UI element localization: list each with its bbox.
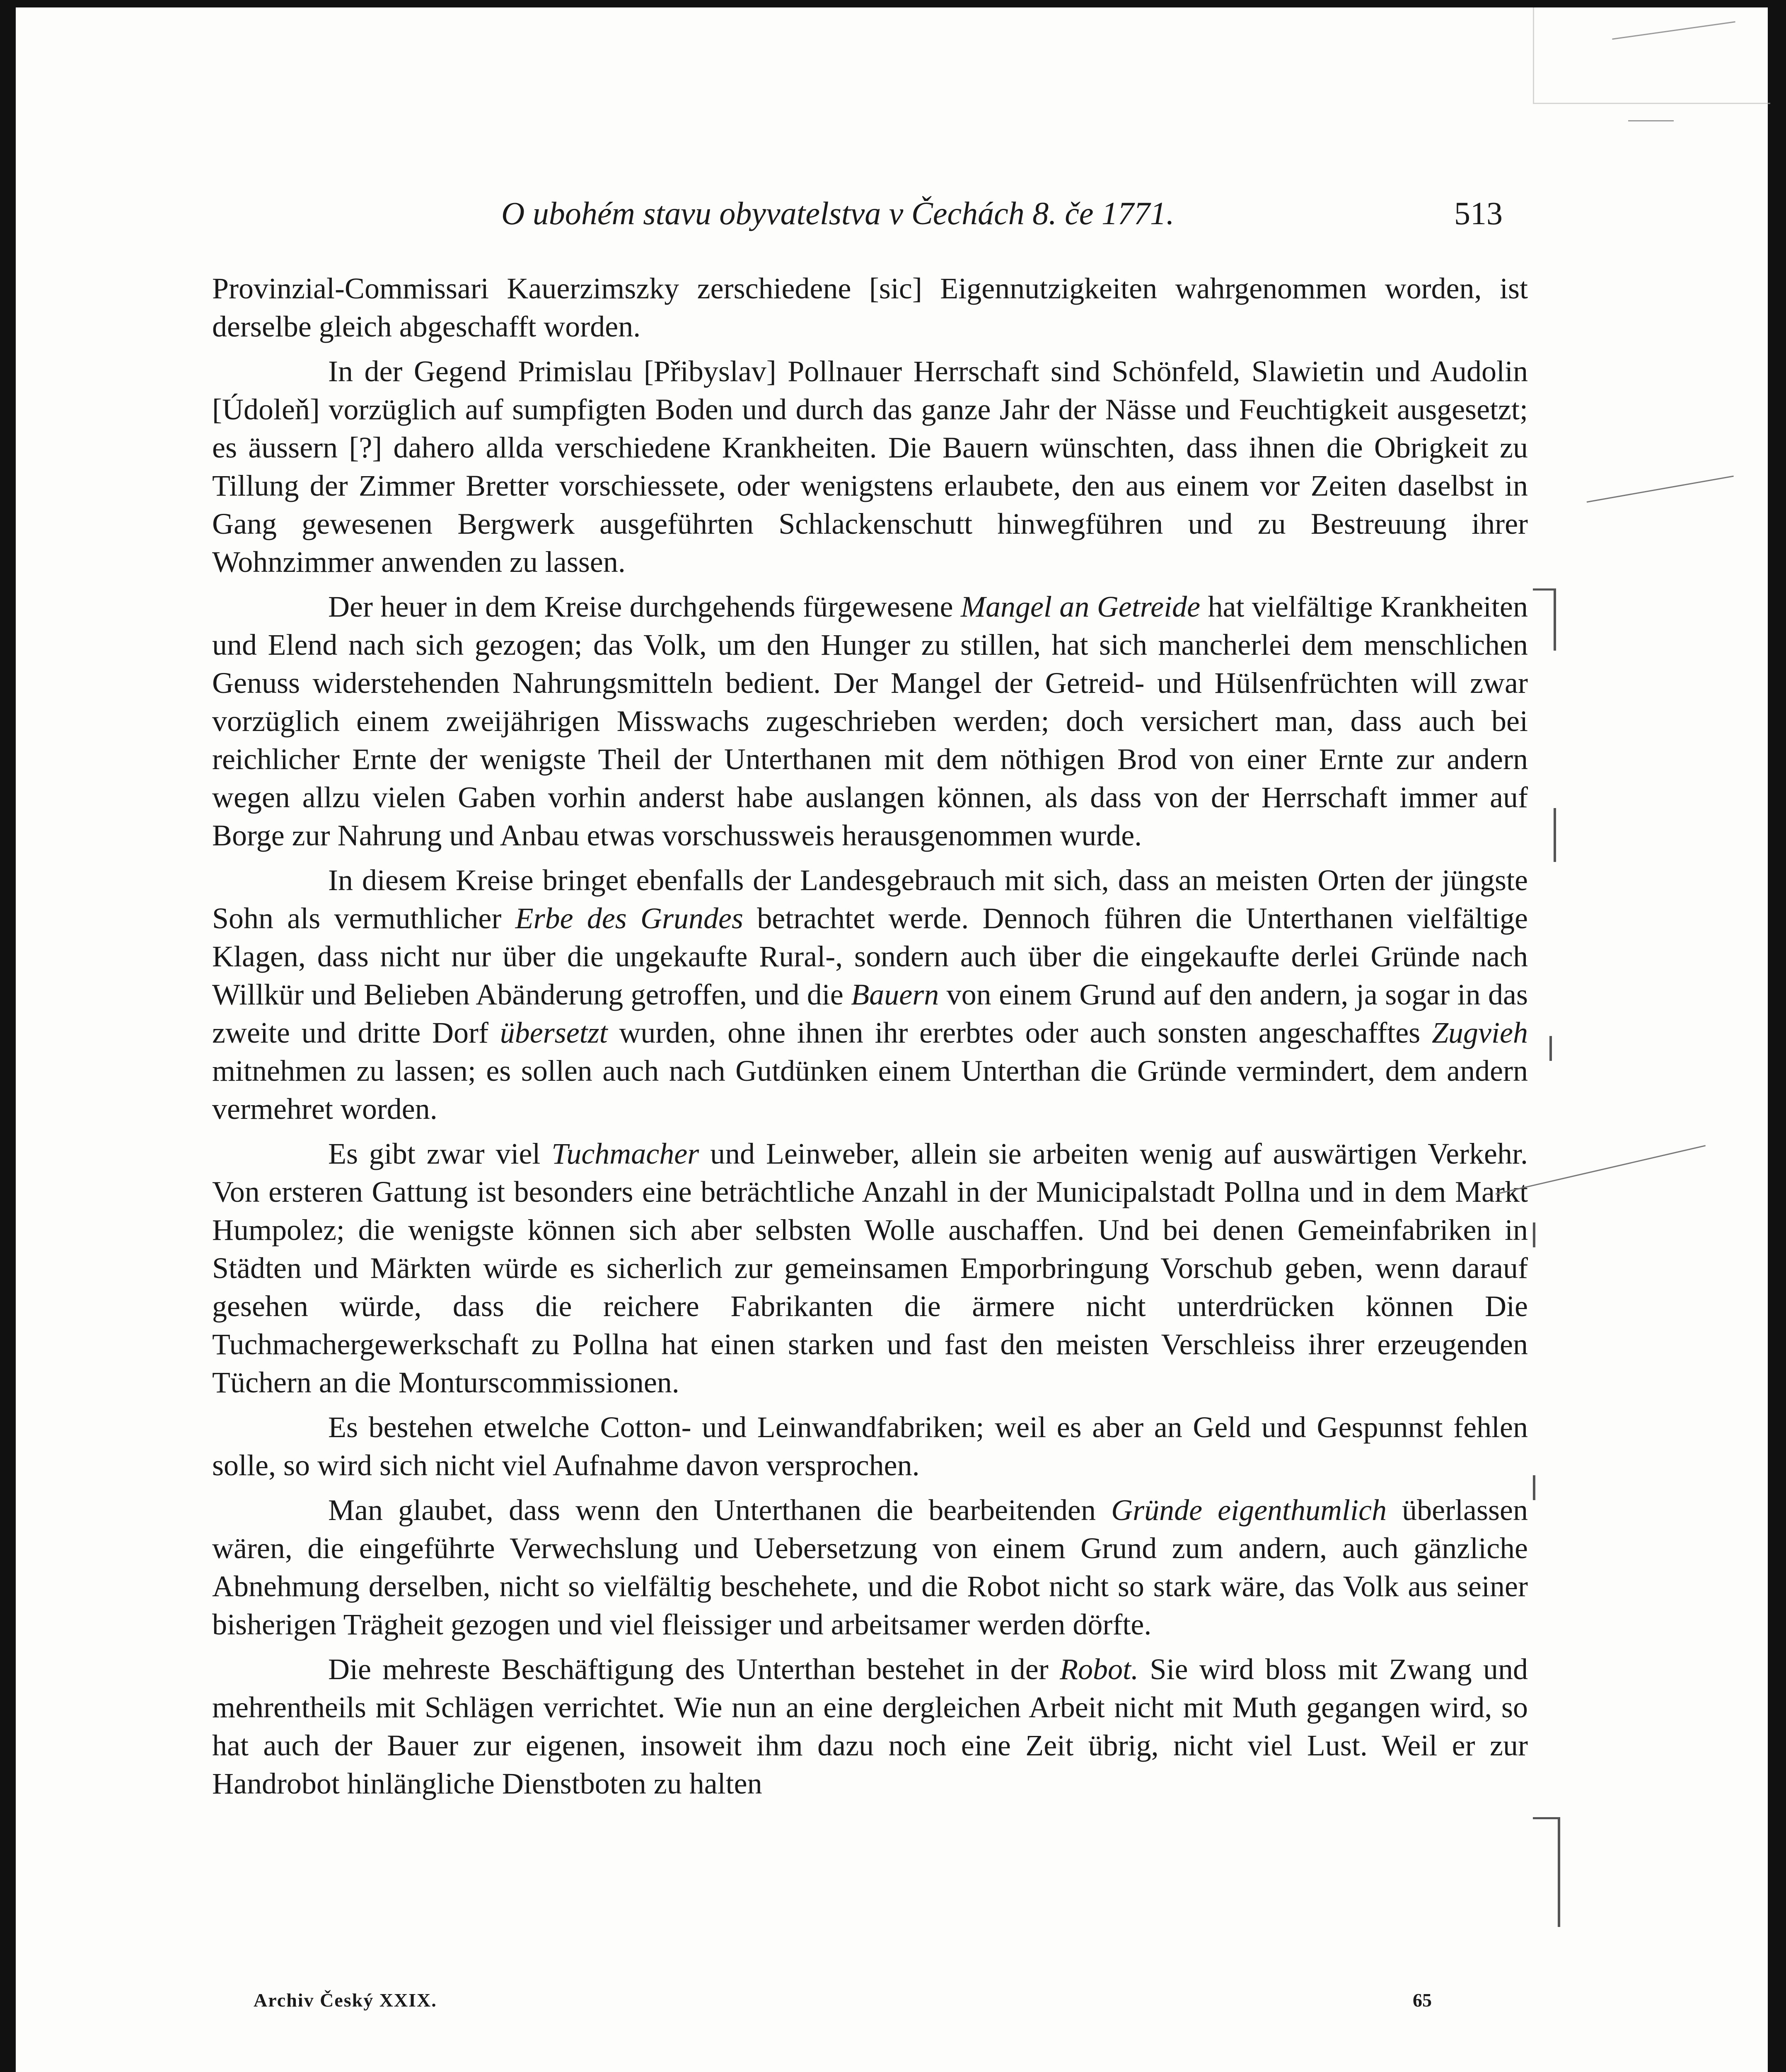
text-run: Der heuer in dem Kreise durchgehends fürgewesene [328,590,961,623]
text-run: wurden, ohne ihnen ihr ererbtes oder auch sonsten angeschafftes [607,1016,1432,1049]
scan-corner-line [1628,120,1674,121]
text-run: Sie wird bloss mit Zwang und mehrentheils mit Schlägen verrichtet. Wie nun an eine dergleichen Arbeit nicht mit Muth gegangen wird, so hat auch der Bauer zur eigenen, insoweit ihm dazu noch eine Zeit übrig, nicht viel Lust. Weil er zur Handrobot hinlängliche Dienstboten zu halten [212,1653,1528,1800]
italic-phrase: Gründe eigenthumlich [1111,1493,1387,1527]
paragraph [212,1135,1528,1402]
scan-border-top [0,0,1786,7]
scan-border-right [1768,0,1786,2072]
paragraph: In der Gegend Primislau [Přibyslav] Pollnauer Herrschaft sind Schönfeld, Slawietin und Audolin [Údoleň] vorzüglich auf sumpfigten Boden und durch das ganze Jahr der Nässe und Feuchtigkeit ausgesetzt; es äussern [?] dahero allda verschiedene Krankheiten. Die Bauern wünschten, dass ihnen die Obrigkeit zu Tillung der Zimmer Bretter vorschiessete, oder wenigstens erlaubete, den aus einem vor Zeiten daselbst in Gang gewesenen Bergwerk ausgeführten Schlackenschutt hinwegführen und zu Bestreuung ihrer Wohnzimmer anwenden zu lassen. [212,355,1528,579]
text-run: hat vielfältige Krankheiten und Elend nach sich gezogen; das Volk, um den Hunger zu stillen, hat sich mancherlei dem menschlichen Genuss widerstehenden Nahrungsmitteln bedient. Der Mangel der Getreid- und Hülsenfrüchten will zwar vorzüglich einem zweijährigen Misswachs zugeschrieben werden; doch versichert man, dass auch bei reichlicher Ernte der wenigste Theil der Unterthanen mit dem nöthigen Brod von einer Ernte zur andern wegen allzu vielen Gaben vorhin anderst habe auslangen können, als dass von der Herrschaft immer auf Borge zur Nahrung und Anbau etwas vorschussweis herausgenommen wurde. [212,590,1528,852]
margin-bracket-mark [1554,588,1556,651]
paragraph [212,861,1528,1128]
italic-phrase: Zugvieh [1432,1016,1528,1049]
margin-bracket-mark [1533,1475,1535,1500]
text-run: betrachtet werde. Dennoch führen die Unterthanen vielfältige Klagen, dass nicht nur über die ungekaufte Rural-, sondern auch über die eingekaufte derlei Gründe nach Willkür und Belieben Abänderung getroffen, und die [212,902,1528,1011]
text-run: und Leinweber, allein sie arbeiten wenig auf auswärtigen Verkehr. Von ersteren Gattung ist besonders eine beträchtliche Anzahl in der Municipalstadt Pollna und in dem Markt Humpolez; die wenigste können sich aber selbsten Wolle auschaffen. Und bei denen Gemeinfabriken in Städten und Märkten würde es sicherlich zur gemeinsamen Emporbringung Vorschub geben, wenn darauf gesehen würde, dass die reichere Fabrikanten die ärmere nicht unterdrücken können Die Tuchmachergewerkschaft zu Pollna hat einen starken und fast den meisten Verschleiss ihrer erzeugenden Tüchern an die Monturscommissionen. [212,1137,1528,1399]
footer-series-title: Archiv Český XXIX. [254,1990,437,2011]
text-run: mitnehmen zu lassen; es sollen auch nach Gutdünken einem Unterthan die Gründe vermindert, dem andern vermehret worden. [212,1054,1528,1126]
italic-phrase: Mangel an Getreide [961,590,1201,623]
italic-phrase: übersetzt [500,1016,608,1049]
margin-bracket-mark [1558,1819,1560,1927]
margin-bracket-mark [1554,808,1556,862]
footer-signature-number: 65 [1413,1990,1432,2011]
page-number: 513 [1454,195,1503,231]
scan-border-left [0,0,16,2072]
italic-phrase: Tuchmacher [551,1137,699,1170]
margin-bracket-mark [1533,1817,1560,1819]
paragraph [212,1491,1528,1644]
text-run: überlassen wären, die eingeführte Verwechslung und Uebersetzung von einem Grund zum andern, auch gänzliche Abnehmung derselben, nicht so vielfältig beschehete, und die Robot nicht so stark wäre, das Volk aus seiner bisherigen Trägheit gezogen und viel fleissiger und arbeitsamer werden dörfte. [212,1493,1528,1641]
italic-phrase: Erbe des Grundes [515,902,744,935]
margin-bracket-mark [1533,588,1556,591]
text-run: Die mehreste Beschäftigung des Unterthan bestehet in der [328,1653,1060,1686]
text-run: Man glaubet, dass wenn den Unterthanen die bearbeitenden [328,1493,1112,1527]
running-header-title: O ubohém stavu obyvatelstva v Čechách 8. če 1771. [501,195,1175,231]
italic-phrase: Bauern [851,978,939,1011]
paragraph [212,1650,1528,1803]
italic-phrase: Robot. [1060,1653,1139,1686]
margin-bracket-mark [1533,1222,1535,1247]
text-run: von einem Grund auf den andern, ja sogar in das zweite und dritte Dorf [212,978,1528,1049]
body-text [212,269,1528,1809]
margin-pencil-stroke [1587,476,1734,503]
margin-bracket-mark [1549,1036,1552,1061]
text-run: Es gibt zwar viel [328,1137,552,1170]
paragraph [212,588,1528,854]
text-run: In diesem Kreise bringet ebenfalls der Landesgebrauch mit sich, dass an meisten Orten der jüngste Sohn als vermuthlicher [212,864,1528,935]
paragraph: Es bestehen etwelche Cotton- und Leinwandfabriken; weil es aber an Geld und Gespunnst fehlen solle, so wird sich nicht viel Aufnahme davon versprochen. [212,1411,1528,1482]
paragraph: Provinzial-Commissari Kauerzimszky zerschiedene [sic] Eigennutzigkeiten wahrgenommen worden, ist derselbe gleich abgeschafft worden. [212,272,1528,343]
